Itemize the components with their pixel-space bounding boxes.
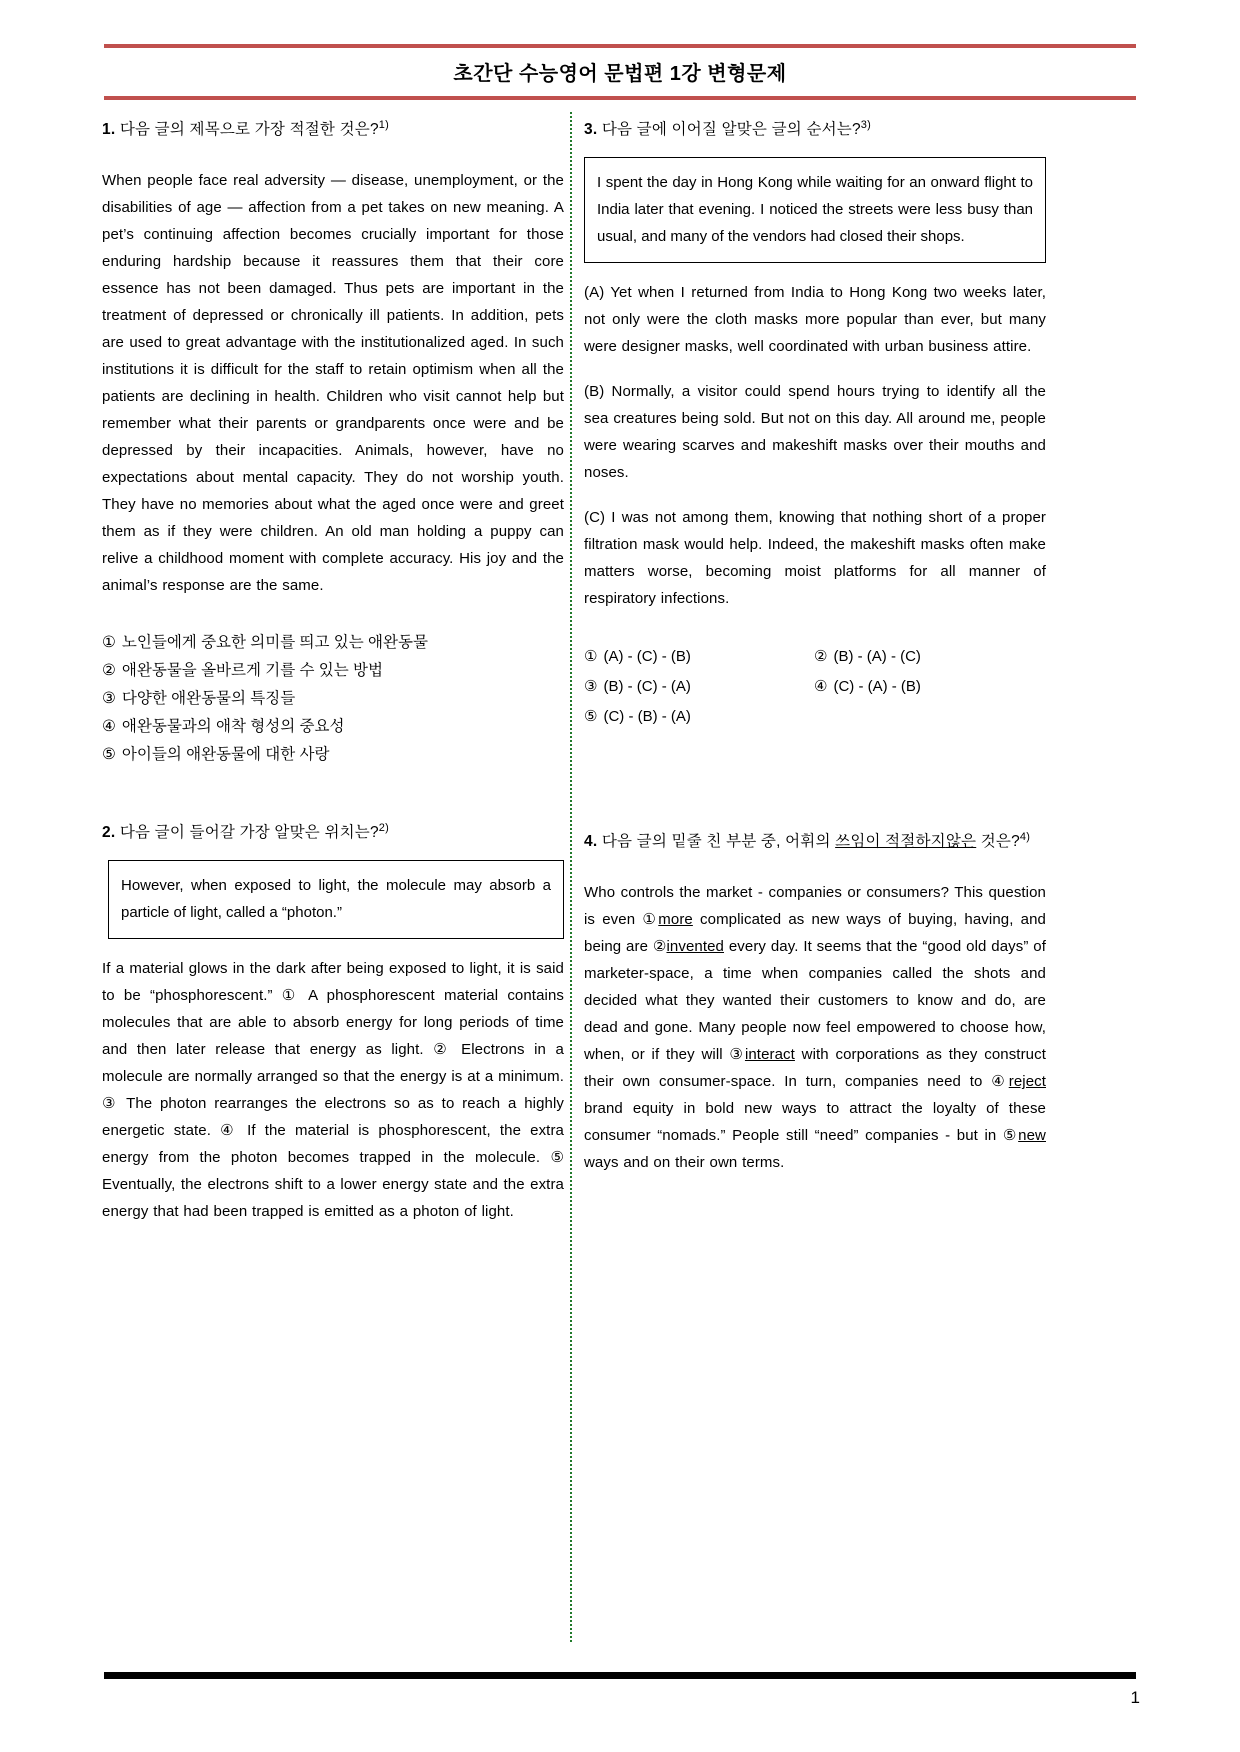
vocab-choice-②[interactable]: [653, 938, 724, 955]
spacer: [102, 769, 564, 815]
question-3-paragraph-c: (C) I was not among them, knowing that nothing short of a proper filtration mask would help. Indeed, the makeshift masks often make matters worse, becoming moist platforms for all manner of respiratory infections.: [584, 509, 1046, 608]
choice-label: 애완동물을 올바르게 기를 수 있는 방법: [121, 662, 384, 680]
choice-item[interactable]: [584, 642, 814, 672]
footer-rule: [104, 1672, 1136, 1679]
choice-label: (A) - (C) - (B): [603, 648, 691, 666]
question-4-passage: [584, 879, 1046, 1176]
choice-marker: ①: [102, 634, 116, 652]
question-3-paragraph-a: (A) Yet when I returned from India to Hong Kong two weeks later, not only were the cloth masks more popular than ever, but many were designer masks, well coordinated with urban business attire.: [584, 284, 1046, 356]
question-1-number: 1.: [102, 121, 116, 139]
vocab-choice-④[interactable]: [991, 1073, 1046, 1090]
choice-marker: ⑤: [102, 746, 116, 764]
question-4-prompt-part2: 것은?: [976, 833, 1020, 851]
question-2-number: 2.: [102, 824, 116, 842]
spacer: [584, 778, 1046, 824]
underlined-word: new: [1018, 1127, 1046, 1145]
choice-label: (B) - (C) - (A): [603, 678, 691, 696]
question-2-prompt: 다음 글이 들어갈 가장 알맞은 위치는?: [115, 824, 379, 842]
choice-item[interactable]: [584, 672, 814, 702]
question-1-passage: When people face real adversity — disease, unemployment, or the disabilities of age — affection from a pet takes on new meaning. A pet’s continuing affection becomes crucially important for those enduring hardship because it reassures them that their core essence has not been damaged. Thus pets are important in the treatment of depressed or chronically ill patients. In addition, pets are used to great advantage with the institutionalized aged. In such institutions it is difficult for the staff to retain optimism when all the patients are declining in health. Children who visit cannot help but remember what their parents or grandparents once were and be depressed by their incapacities. Animals, however, have no expectations about mental capacity. They do not worship youth. They have no memories about what the aged once were and greet them as if they were children. An old man holding a puppy can relive a childhood moment with complete accuracy. His joy and the animal’s response are the same.: [102, 172, 564, 595]
question-4-header: [584, 824, 1046, 855]
choice-marker: ②: [652, 938, 667, 956]
vocab-choice-⑤[interactable]: [1003, 1127, 1046, 1144]
choice-label: 노인들에게 중요한 의미를 띄고 있는 애완동물: [121, 634, 428, 652]
choice-item[interactable]: [584, 702, 814, 732]
question-3-boxed-text: I spent the day in Hong Kong while waiting for an onward flight to India later that evening. I noticed the streets were less busy than usual, and many of the vendors had closed their shops.: [584, 157, 1046, 263]
question-3-paragraph-b: (B) Normally, a visitor could spend hours trying to identify all the sea creatures being sold. But not on this day. All around me, people were wearing scarves and makeshift masks over their mouths and noses.: [584, 383, 1046, 482]
choice-label: (C) - (B) - (A): [603, 708, 691, 726]
choice-marker: ③: [584, 678, 598, 696]
choice-item[interactable]: [102, 741, 564, 769]
question-4-number: 4.: [584, 833, 598, 851]
underlined-word: reject: [1008, 1073, 1046, 1091]
choice-marker: ①: [584, 648, 598, 666]
choice-item[interactable]: [102, 629, 564, 657]
passage-text: with corporations as they construct their own consumer-space. In turn, companies need to: [584, 1046, 1046, 1091]
spacer: [102, 599, 564, 629]
page-title: 초간단 수능영어 문법편 1강 변형문제: [453, 63, 787, 85]
left-column: [102, 112, 564, 1225]
question-1-header: [102, 112, 564, 143]
choice-marker: ①: [642, 911, 659, 929]
page-number: 1: [1130, 1688, 1140, 1707]
question-1-footnote: 1): [378, 119, 389, 131]
right-column: [584, 112, 1046, 1176]
passage-text: Who controls the market - companies or consumers? This question is even: [584, 884, 1046, 929]
passage-text: ways and on their own terms.: [584, 1154, 785, 1172]
choice-marker: ④: [102, 718, 116, 736]
choice-item[interactable]: [102, 657, 564, 685]
passage-text: brand equity in bold new ways to attract the loyalty of these consumer “nomads.” People still “need” companies - but in: [584, 1100, 1046, 1145]
question-3-footnote: 3): [860, 119, 871, 131]
choice-marker: ⑤: [1002, 1127, 1019, 1145]
choice-marker: ②: [102, 662, 116, 680]
choice-marker: ⑤: [584, 708, 598, 726]
choice-label: 애완동물과의 애착 형성의 중요성: [121, 718, 345, 736]
spacer: [584, 732, 1046, 778]
question-3-number: 3.: [584, 121, 598, 139]
choice-label: 다양한 애완동물의 특징들: [121, 690, 296, 708]
choice-label: 아이들의 애완동물에 대한 사랑: [121, 746, 330, 764]
spacer: [102, 149, 564, 167]
choice-item[interactable]: [102, 713, 564, 741]
choice-item[interactable]: [814, 672, 1044, 702]
choice-label: (B) - (A) - (C): [833, 648, 921, 666]
question-4-prompt-underline1: 쓰임이 적절하지: [835, 833, 946, 851]
spacer: [584, 612, 1046, 642]
question-3-header: [584, 112, 1046, 143]
passage-text: complicated as new ways of buying, having, and being are: [584, 911, 1046, 956]
header-rule-top: [104, 44, 1136, 48]
question-4-prompt-part1: 다음 글의 밑줄 친 부분 중, 어휘의: [597, 833, 836, 851]
choice-marker: ③: [729, 1046, 745, 1064]
underlined-word: more: [658, 911, 693, 929]
spacer: [584, 861, 1046, 879]
question-4: [584, 824, 1046, 1176]
column-divider: [570, 112, 572, 1642]
question-3: [584, 112, 1046, 732]
underlined-word: interact: [744, 1046, 795, 1064]
question-1-prompt: 다음 글의 제목으로 가장 적절한 것은?: [115, 121, 379, 139]
question-1-choices: [102, 629, 564, 769]
passage-text: every day. It seems that the “good old days” of marketer-space, a time when companies called the shots and decided what they wanted their customers to know and do, are dead and gone. Many people now feel empowered to choose how, when, or if they will: [584, 938, 1046, 1064]
question-2-header: [102, 815, 564, 846]
question-3-choices: [584, 642, 1046, 732]
choice-label: (C) - (A) - (B): [833, 678, 921, 696]
question-2-footnote: 2): [378, 822, 389, 835]
question-4-footnote: 4): [1019, 831, 1031, 844]
question-2-passage: If a material glows in the dark after being exposed to light, it is said to be “phosphorescent.” ① A phosphorescent material contains molecules that are able to absorb energy for long periods of time and then later release that energy as light. ② Electrons in a molecule are normally arranged so that the energy is at a minimum. ③ The photon rearranges the electrons so as to reach a highly energetic state. ④ If the material is phosphorescent, the extra energy from the photon becomes trapped in the molecule. ⑤ Eventually, the electrons shift to a lower energy state and the extra energy that had been trapped is emitted as a photon of light.: [102, 960, 564, 1221]
question-2: [102, 815, 564, 1225]
choice-marker: ④: [814, 678, 828, 696]
question-4-prompt-underline2: 않은: [945, 833, 977, 851]
choice-item[interactable]: [102, 685, 564, 713]
question-1: [102, 112, 564, 769]
choice-item[interactable]: [814, 642, 1044, 672]
vocab-choice-③[interactable]: [729, 1046, 795, 1063]
choice-marker: ②: [814, 648, 828, 666]
underlined-word: invented: [666, 938, 724, 956]
header-rule-bottom: [104, 96, 1136, 100]
choice-marker: ③: [102, 690, 116, 708]
vocab-choice-①[interactable]: [642, 911, 693, 928]
question-2-boxed-text: However, when exposed to light, the molecule may absorb a particle of light, called a “photon.”: [108, 860, 564, 939]
question-3-prompt: 다음 글에 이어질 알맞은 글의 순서는?: [597, 121, 861, 139]
choice-marker: ④: [991, 1073, 1009, 1091]
